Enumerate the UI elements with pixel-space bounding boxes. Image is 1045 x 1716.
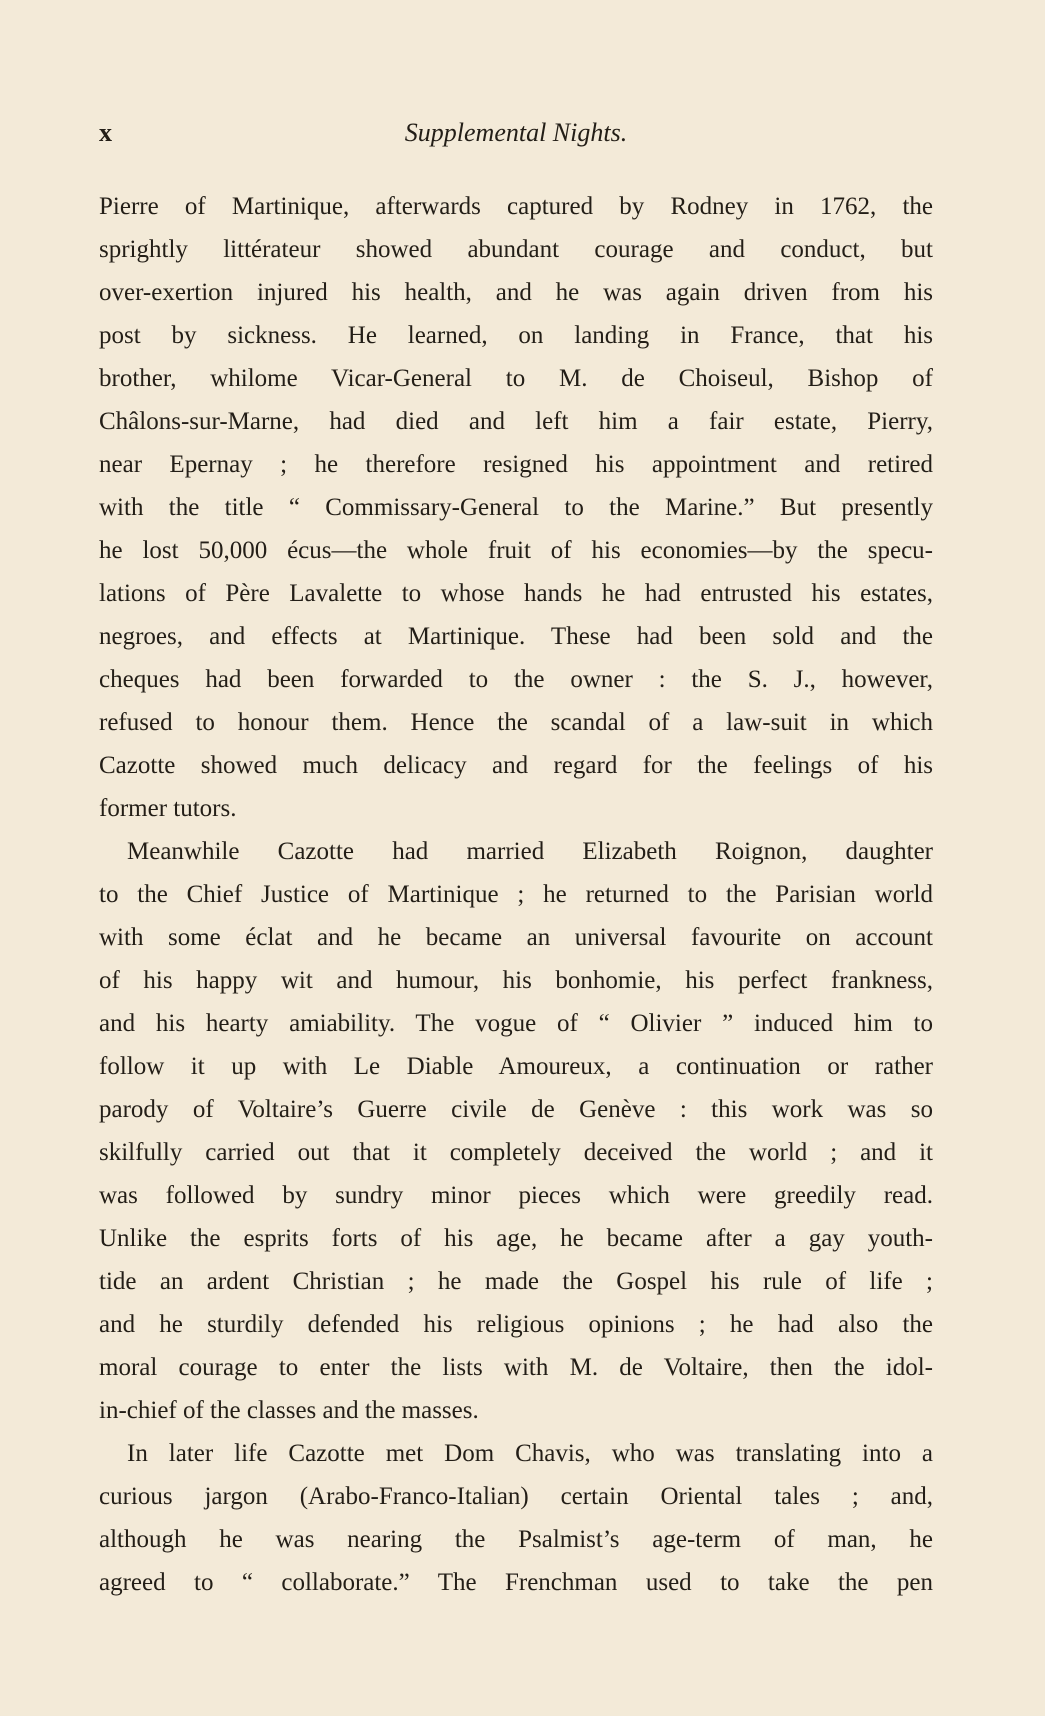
text-line: moral courage to enter the lists with M. de Voltaire, then the idol- bbox=[99, 1354, 933, 1381]
body-text bbox=[99, 185, 933, 1604]
running-title: Supplemental Nights. bbox=[404, 118, 628, 147]
text-line: Cazotte showed much delicacy and regard for the feelings of his bbox=[99, 752, 933, 779]
text-line: sprightly littérateur showed abundant courage and conduct, but bbox=[99, 236, 933, 263]
text-line: and his hearty amiability. The vogue of “ Olivier ” induced him to bbox=[99, 1010, 933, 1037]
text-line: In later life Cazotte met Dom Chavis, who was translating into a bbox=[127, 1440, 933, 1467]
text-line: follow it up with Le Diable Amoureux, a continuation or rather bbox=[99, 1053, 933, 1080]
text-line: tide an ardent Christian ; he made the Gospel his rule of life ; bbox=[99, 1268, 933, 1295]
paragraph-1 bbox=[99, 185, 933, 830]
text-line: with the title “ Commissary-General to the Marine.” But presently bbox=[99, 494, 933, 521]
text-line: was followed by sundry minor pieces which were greedily read. bbox=[99, 1182, 933, 1209]
text-line: skilfully carried out that it completely deceived the world ; and it bbox=[99, 1139, 933, 1166]
text-line: curious jargon (Arabo-Franco-Italian) certain Oriental tales ; and, bbox=[99, 1483, 933, 1510]
page-header bbox=[99, 118, 933, 158]
text-line: refused to honour them. Hence the scandal of a law-suit in which bbox=[99, 709, 933, 736]
paragraph-3 bbox=[99, 1432, 933, 1604]
text-line: to the Chief Justice of Martinique ; he returned to the Parisian world bbox=[99, 881, 933, 908]
text-line: of his happy wit and humour, his bonhomie, his perfect frankness, bbox=[99, 967, 933, 994]
text-line: cheques had been forwarded to the owner : the S. J., however, bbox=[99, 666, 933, 693]
text-line: Châlons-sur-Marne, had died and left him a fair estate, Pierry, bbox=[99, 408, 933, 435]
page-number: x bbox=[99, 118, 112, 147]
text-line: in-chief of the classes and the masses. bbox=[99, 1397, 479, 1424]
text-line: lations of Père Lavalette to whose hands he had entrusted his estates, bbox=[99, 580, 933, 607]
text-line: brother, whilome Vicar-General to M. de Choiseul, Bishop of bbox=[99, 365, 933, 392]
text-line: parody of Voltaire’s Guerre civile de Genève : this work was so bbox=[99, 1096, 933, 1123]
text-line: near Epernay ; he therefore resigned his appointment and retired bbox=[99, 451, 933, 478]
text-line: Meanwhile Cazotte had married Elizabeth Roignon, daughter bbox=[127, 838, 933, 865]
text-line: and he sturdily defended his religious opinions ; he had also the bbox=[99, 1311, 933, 1338]
text-line: he lost 50,000 écus—the whole fruit of his economies—by the specu- bbox=[99, 537, 933, 564]
text-line: over-exertion injured his health, and he was again driven from his bbox=[99, 279, 933, 306]
text-line: although he was nearing the Psalmist’s age-term of man, he bbox=[99, 1526, 933, 1553]
text-line: negroes, and effects at Martinique. These had been sold and the bbox=[99, 623, 933, 650]
paragraph-2 bbox=[99, 830, 933, 1432]
text-line: former tutors. bbox=[99, 795, 237, 822]
text-line: Pierre of Martinique, afterwards captured by Rodney in 1762, the bbox=[99, 193, 933, 220]
text-line: agreed to “ collaborate.” The Frenchman used to take the pen bbox=[99, 1569, 933, 1596]
text-line: post by sickness. He learned, on landing in France, that his bbox=[99, 322, 933, 349]
text-line: with some éclat and he became an universal favourite on account bbox=[99, 924, 933, 951]
text-line: Unlike the esprits forts of his age, he became after a gay youth- bbox=[99, 1225, 933, 1252]
